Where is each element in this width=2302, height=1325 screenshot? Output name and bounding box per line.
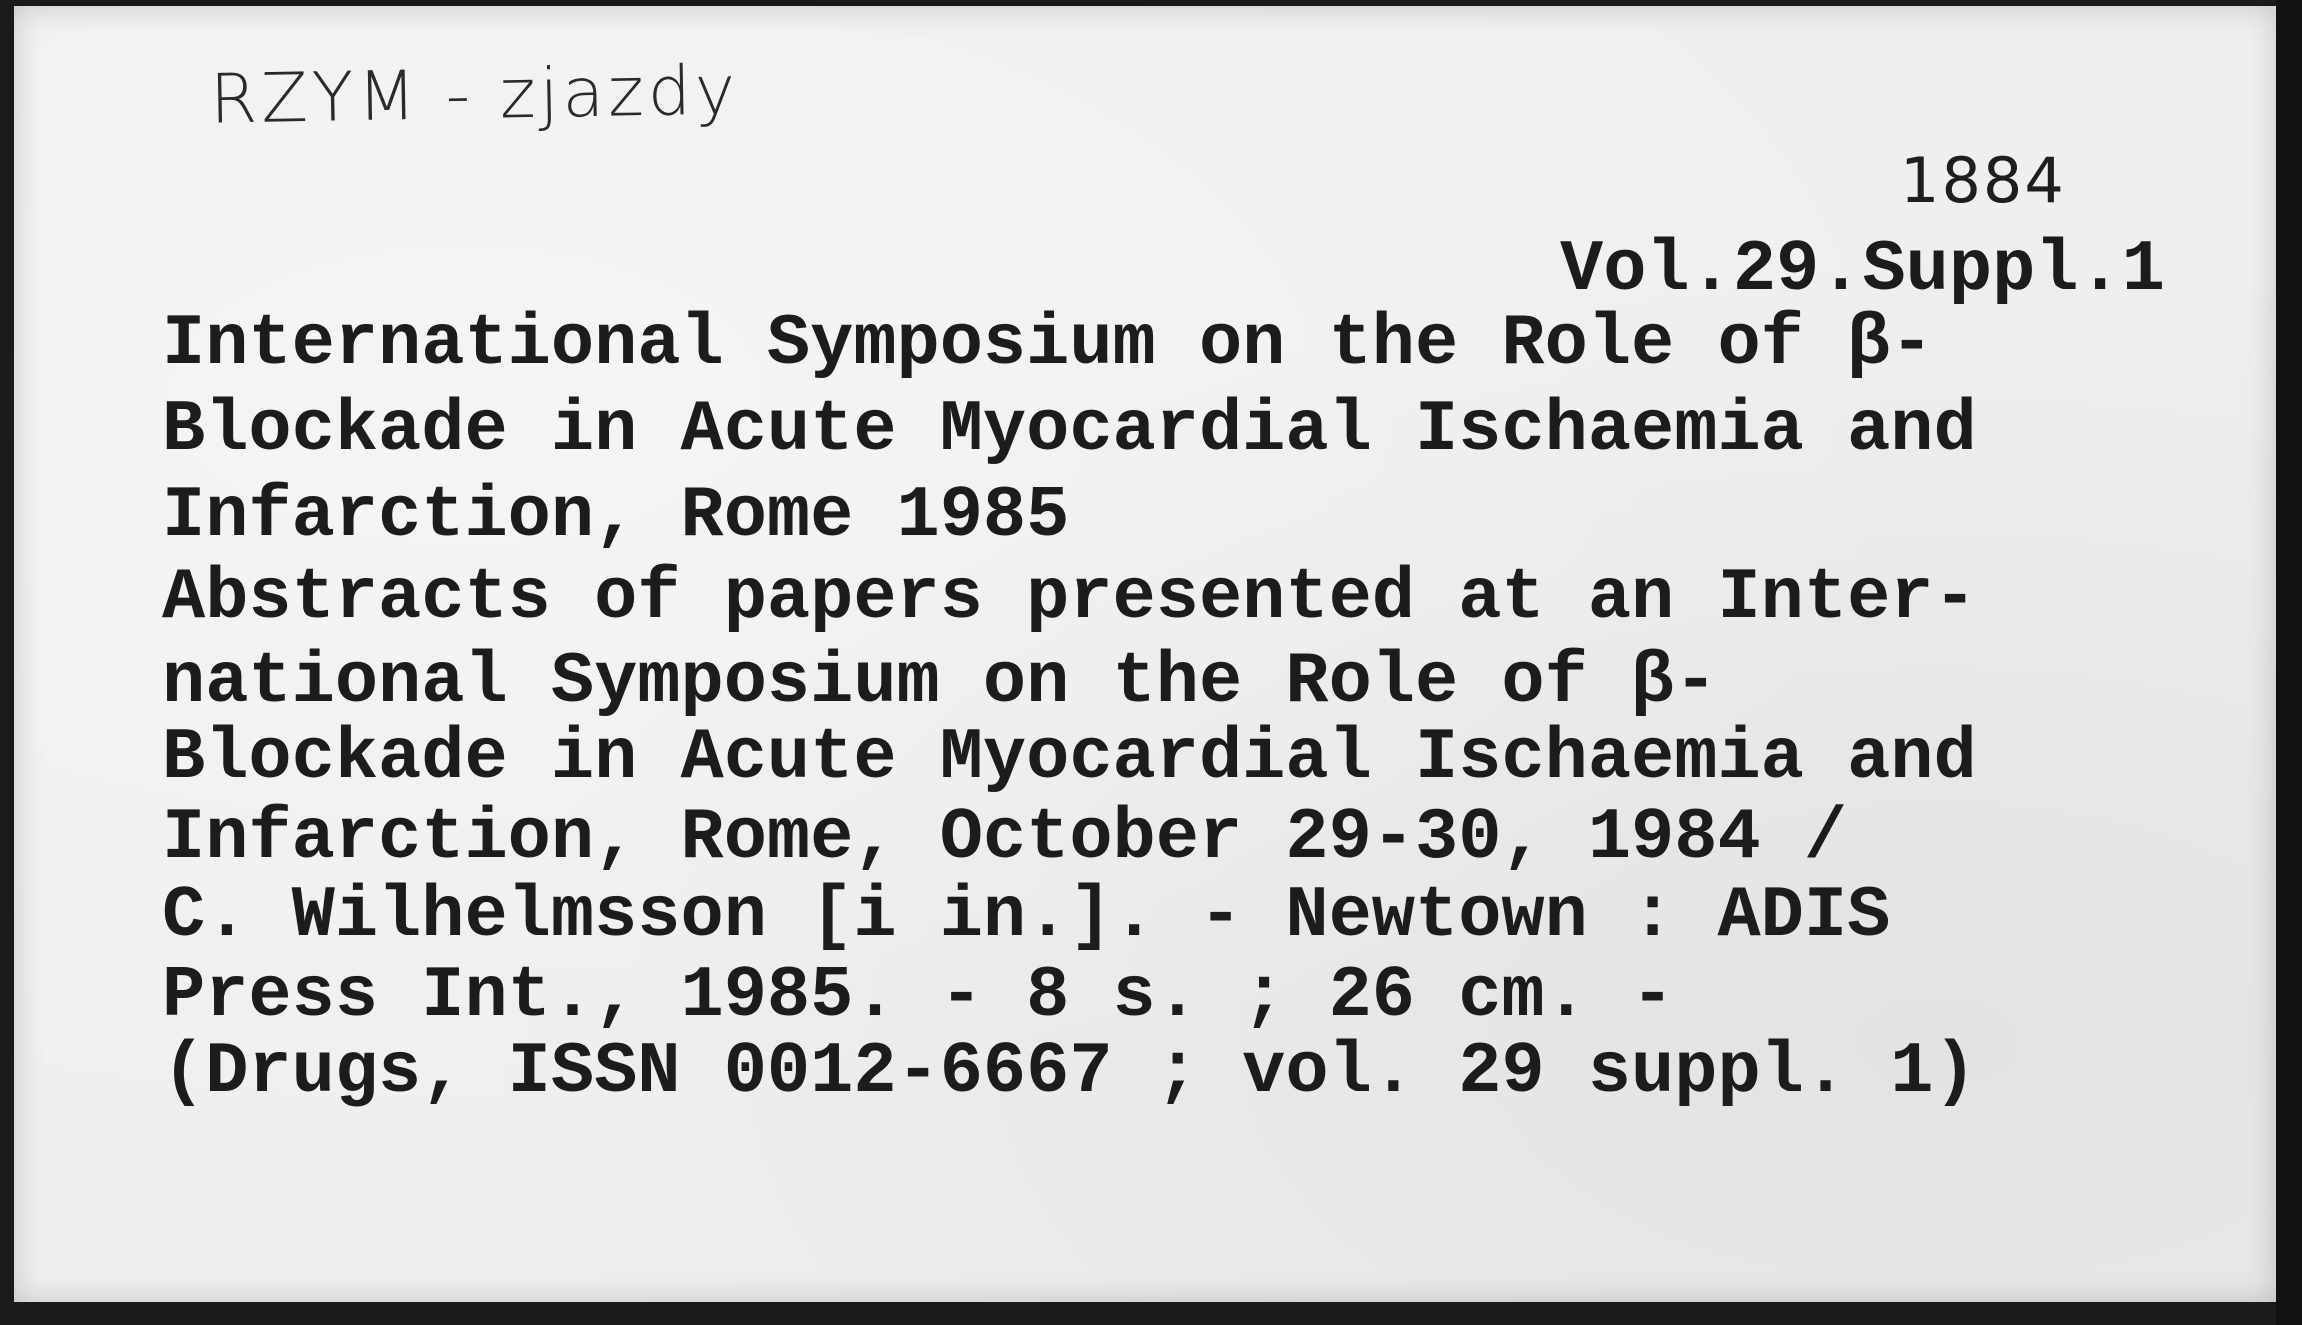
entry-title-line-2: Blockade in Acute Myocardial Ischaemia and (162, 389, 1977, 471)
catalog-card (14, 6, 2276, 1302)
handwritten-heading: RZYM - zjazdy (209, 51, 740, 140)
description-line-6: Press Int., 1985. - 8 s. ; 26 cm. - (162, 955, 1675, 1037)
description-line-1: Abstracts of papers presented at an Inter- (162, 557, 1977, 639)
description-line-5: C. Wilhelmsson [i in.]. - Newtown : ADIS (162, 875, 1891, 957)
volume-label: Vol.29.Suppl.1 (1560, 229, 2165, 311)
card-edge-shadow (2276, 0, 2302, 1325)
series-line: (Drugs, ISSN 0012-6667 ; vol. 29 suppl. 1) (162, 1031, 1977, 1113)
call-number: 1884 (1900, 144, 2066, 217)
description-line-3: Blockade in Acute Myocardial Ischaemia and (162, 717, 1977, 799)
entry-title-line-1: International Symposium on the Role of β- (162, 303, 1934, 385)
description-line-4: Infarction, Rome, October 29-30, 1984 / (162, 797, 1848, 879)
entry-title-line-3: Infarction, Rome 1985 (162, 475, 1070, 557)
description-line-2: national Symposium on the Role of β- (162, 641, 1718, 723)
